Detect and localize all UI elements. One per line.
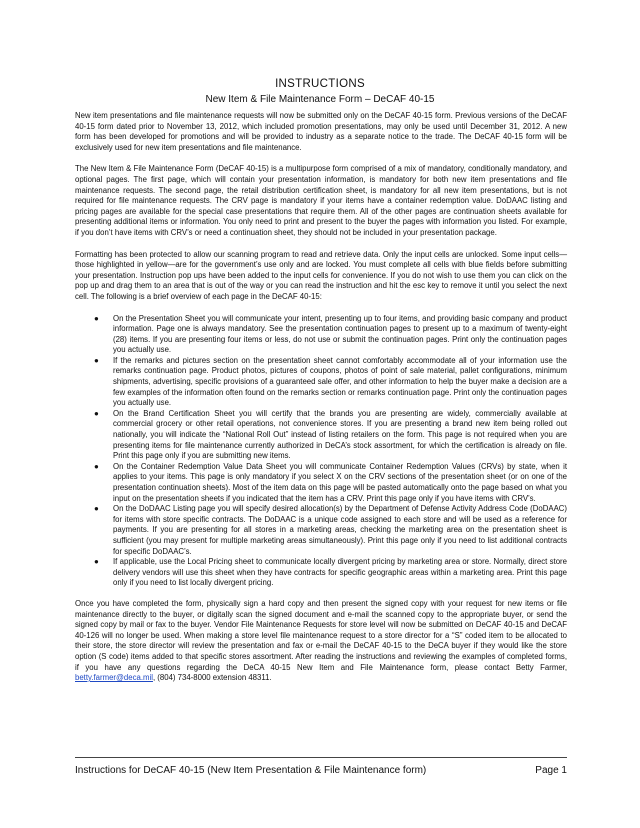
bullet-icon: ● bbox=[94, 461, 99, 471]
document-body bbox=[75, 111, 567, 684]
paragraph-overview: The New Item & File Maintenance Form (DeCAF 40-15) is a multipurpose form comprised of a mix of mandatory, conditionally mandatory, and optional pages. The first page, which will contain your presentation information, is mandatory for both new item presentations and file maintenance requests. The second page, the retail distribution certification sheet, is mandatory for all new item presentations, but is not required for file maintenance requests. The CRV page is mandatory if your items have a container redemption value. DoDAAC listing and pricing pages are available for the special case presentations that require them. All of the other pages are continuation sheets available for presenting additional items or information. You only need to print and present to the buyer the pages with information you listed. For example, if you don’t have items with CRV’s or need a continuation sheet, they should not be included in your presentation package. bbox=[75, 164, 567, 237]
page-overview-list bbox=[75, 314, 567, 589]
bullet-icon: ● bbox=[94, 408, 99, 418]
list-item: ● On the Container Redemption Value Data Sheet you will communicate Container Redemption Values (CRVs) by state, when it applies to your items. This page is only mandatory if you select X on the CRV sections of the presentation sheet (or on one of the presentation continuation sheets). Most of the item data on this page will be pasted automatically onto the page based on what you input on the presentation sheets if you indicated that the item has a CRV. Print this page only if you have items with CRV’s. bbox=[94, 461, 567, 503]
list-item: ● On the Brand Certification Sheet you will certify that the brands you are presenting are widely, commercially available at commercial grocery or other retail operations, not convenience stores. If you are presenting a brand new item being rolled out nationally, you will indicate the “National Roll Out” instead of listing retailers on the form. This page is not required when you are presenting items for file maintenance currently authorized in DeCA’s stock assortment, for which the certification is already on file. Print this page only if you are submitting new items. bbox=[94, 408, 567, 461]
paragraph-formatting: Formatting has been protected to allow our scanning program to read and retrieve data. Only the input cells are unlocked. Some input cells—those highlighted in yellow—are for the government’s use only and are locked. You must complete all cells with blue fields before submitting your presentation. Instruction pop ups have been added to the input cells for convenience. If you do not wish to use them you can click on the pop up and drag them to an area that is out of the way or you can read the instruction and hit the esc key to remove it until you select the next cell. The following is a brief overview of each page in the DeCAF 40-15: bbox=[75, 249, 567, 301]
bullet-icon: ● bbox=[94, 557, 99, 567]
list-item: ● If applicable, use the Local Pricing sheet to communicate locally divergent pricing by marketing area or store. Normally, direct store delivery vendors will use this sheet when they have contracts for specific geographic areas within a marketing area. Print this page only if you need to list locally divergent pricing. bbox=[94, 557, 567, 588]
page-number: Page 1 bbox=[535, 765, 567, 776]
contact-email-link[interactable]: betty.farmer@deca.mil bbox=[75, 673, 153, 683]
bullet-icon: ● bbox=[94, 504, 99, 514]
footer-title: Instructions for DeCAF 40-15 (New Item Presentation & File Maintenance form) bbox=[75, 765, 427, 776]
list-item: ● If the remarks and pictures section on the presentation sheet cannot comfortably accommodate all of your information use the remarks continuation page. Product photos, pictures of coupons, photos of point of sale material, pallet configurations, minimum shipments, advertising, specific provisions of a guaranteed sale offer, and other information to help the buyer make a decision are a few examples of the information often found on the remarks section or remarks continuation page. Print only the continuation pages you actually use. bbox=[94, 355, 567, 408]
page-footer bbox=[75, 757, 567, 776]
list-item: ● On the Presentation Sheet you will communicate your intent, presenting up to four items, and providing basic company and product information. Page one is always mandatory. See the presentation continuation pages to present up to a maximum of twenty-eight (28) items. If you are presenting four items or less, do not use or submit the continuation pages. Print only the continuation pages you actually use. bbox=[94, 313, 567, 355]
paragraph-intro: New item presentations and file maintenance requests will now be submitted only on the DeCAF 40-15 form. Previous versions of the DeCAF 40-15 form dated prior to November 13, 2012, which included promotion presentations, may only be used until December 31, 2012. A new form has been developed for promotions and will be provided to industry as a separate notice to the trade. The DeCAF 40-15 form will be exclusively used for new item presentations and file maintenance. bbox=[75, 111, 567, 152]
list-item: ● On the DoDAAC Listing page you will specify desired allocation(s) by the Department of Defense Activity Address Code (DoDAAC) for items with store specific contracts. The DoDAAC is a unique code assigned to each store and will be used as a reference for payments. If you are presenting for all stores in a marketing areas, checking the marketing area on the presentation sheet is sufficient (you may present for multiple marketing areas simultaneously). Print this page only if you need to list additional contracts for specific DoDAAC’s. bbox=[94, 504, 567, 556]
page-subtitle: New Item & File Maintenance Form – DeCAF 40-15 bbox=[205, 94, 435, 105]
page-title: INSTRUCTIONS bbox=[275, 78, 365, 90]
bullet-icon: ● bbox=[94, 313, 99, 323]
paragraph-closing: Once you have completed the form, physically sign a hard copy and then present the signed copy with your request for new items or file maintenance directly to the buyer, or digitally scan the signed document and e-mail the scanned copy to the appropriate buyer, or send the signed copy by mail or fax to the buyer. Vendor File Maintenance Requests for store level will now be submitted on DeCAF 40-15 and DeCAF 40-126 will no longer be used. When making a store level file maintenance request to a store director for a “S” coded item to be allocated to their store, the store director will review the presentation and fax or e-mail the DeCAF 40-15 to the DeCA buyer if they would like the store option (S code) items added to that specific stores assortment. After reading the instructions and reviewing the examples of completed forms, if you have any questions regarding the DeCA 40-15 New Item and File Maintenance form, please contact Betty Farmer, betty.farmer@deca.mil, (804) 734-8000 extension 48311. bbox=[75, 598, 567, 683]
bullet-icon: ● bbox=[94, 355, 99, 365]
